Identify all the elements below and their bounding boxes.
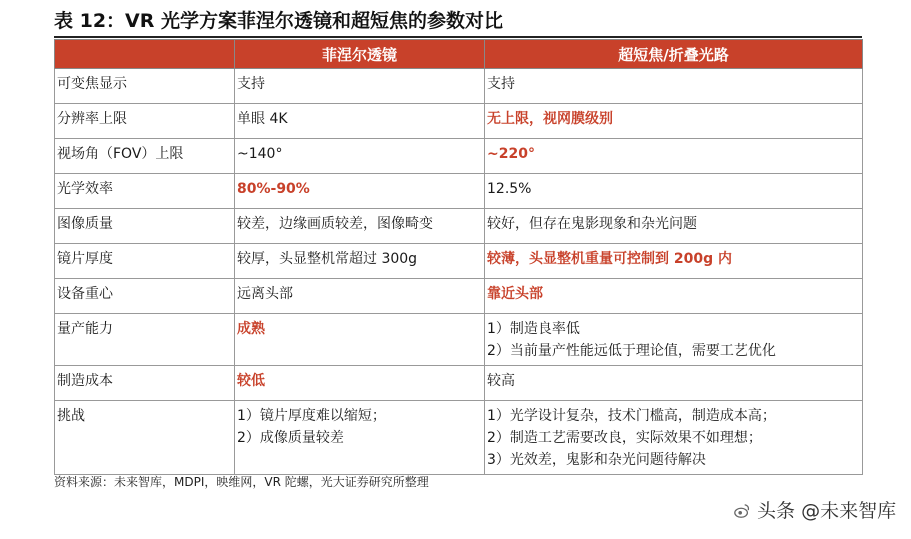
param-cell: 视场角（FOV）上限	[55, 139, 235, 174]
param-cell: 设备重心	[55, 279, 235, 314]
title-divider	[54, 36, 862, 38]
fresnel-cell-line: 较差，边缘画质较差，图像畸变	[237, 216, 433, 232]
param-cell: 镜片厚度	[55, 244, 235, 279]
table-title: 表 12：VR 光学方案菲涅尔透镜和超短焦的参数对比	[54, 10, 504, 32]
pancake-cell	[485, 209, 863, 244]
table-row	[55, 139, 863, 174]
watermark	[733, 496, 896, 523]
fresnel-cell-line: 支持	[237, 76, 265, 92]
fresnel-cell	[235, 104, 485, 139]
pancake-cell-line: 1）制造良率低	[487, 321, 580, 337]
fresnel-cell-line: 较低	[237, 373, 265, 389]
fresnel-cell	[235, 244, 485, 279]
fresnel-cell-line: 2）成像质量较差	[237, 430, 344, 446]
param-cell: 可变焦显示	[55, 69, 235, 104]
pancake-cell	[485, 401, 863, 475]
fresnel-cell	[235, 139, 485, 174]
table-row	[55, 244, 863, 279]
pancake-cell-line: 2）当前量产性能远低于理论值，需要工艺优化	[487, 343, 776, 359]
fresnel-cell	[235, 401, 485, 475]
fresnel-cell	[235, 366, 485, 401]
pancake-cell-line: 12.5%	[487, 181, 532, 197]
fresnel-cell	[235, 174, 485, 209]
fresnel-cell-line: 较厚，头显整机常超过 300g	[237, 251, 418, 267]
table-row	[55, 174, 863, 209]
pancake-cell	[485, 366, 863, 401]
pancake-cell-line: 2）制造工艺需要改良，实际效果不如理想；	[487, 430, 762, 446]
header-row	[55, 40, 863, 69]
pancake-cell-line: ~220°	[487, 146, 535, 162]
header-pancake: 超短焦/折叠光路	[485, 40, 863, 69]
pancake-cell	[485, 139, 863, 174]
fresnel-cell	[235, 279, 485, 314]
table-body	[55, 69, 863, 475]
pancake-cell	[485, 244, 863, 279]
param-cell: 分辨率上限	[55, 104, 235, 139]
fresnel-cell-line: 80%-90%	[237, 181, 310, 197]
fresnel-cell-line: 1）镜片厚度难以缩短；	[237, 408, 386, 424]
source-note: 资料来源：未来智库，MDPI，映维网，VR 陀螺，光大证券研究所整理	[54, 475, 429, 489]
pancake-cell-line: 靠近头部	[487, 286, 543, 302]
table-row	[55, 279, 863, 314]
fresnel-cell	[235, 209, 485, 244]
pancake-cell	[485, 104, 863, 139]
table-row	[55, 314, 863, 366]
param-cell: 量产能力	[55, 314, 235, 366]
pancake-cell	[485, 174, 863, 209]
pancake-cell-line: 较高	[487, 373, 515, 389]
weibo-logo-icon	[733, 502, 751, 520]
watermark-text: 头条 @未来智库	[757, 500, 897, 522]
fresnel-cell-line: 单眼 4K	[237, 111, 288, 127]
header-fresnel: 菲涅尔透镜	[235, 40, 485, 69]
pancake-cell	[485, 314, 863, 366]
table-row	[55, 401, 863, 475]
fresnel-cell	[235, 69, 485, 104]
header-param	[55, 40, 235, 69]
fresnel-cell-line: 远离头部	[237, 286, 293, 302]
pancake-cell	[485, 69, 863, 104]
pancake-cell-line: 1）光学设计复杂，技术门槛高，制造成本高；	[487, 408, 776, 424]
table-row	[55, 366, 863, 401]
pancake-cell	[485, 279, 863, 314]
comparison-table	[54, 39, 863, 475]
pancake-cell-line: 3）光效差，鬼影和杂光问题待解决	[487, 452, 706, 468]
pancake-cell-line: 较薄，头显整机重量可控制到 200g 内	[487, 251, 732, 267]
param-cell: 光学效率	[55, 174, 235, 209]
table-row	[55, 209, 863, 244]
table-row	[55, 69, 863, 104]
param-cell: 制造成本	[55, 366, 235, 401]
param-cell: 挑战	[55, 401, 235, 475]
pancake-cell-line: 支持	[487, 76, 515, 92]
pancake-cell-line: 无上限，视网膜级别	[487, 111, 613, 127]
fresnel-cell-line: ~140°	[237, 146, 283, 162]
fresnel-cell	[235, 314, 485, 366]
param-cell: 图像质量	[55, 209, 235, 244]
table-row	[55, 104, 863, 139]
pancake-cell-line: 较好，但存在鬼影现象和杂光问题	[487, 216, 697, 232]
fresnel-cell-line: 成熟	[237, 321, 265, 337]
